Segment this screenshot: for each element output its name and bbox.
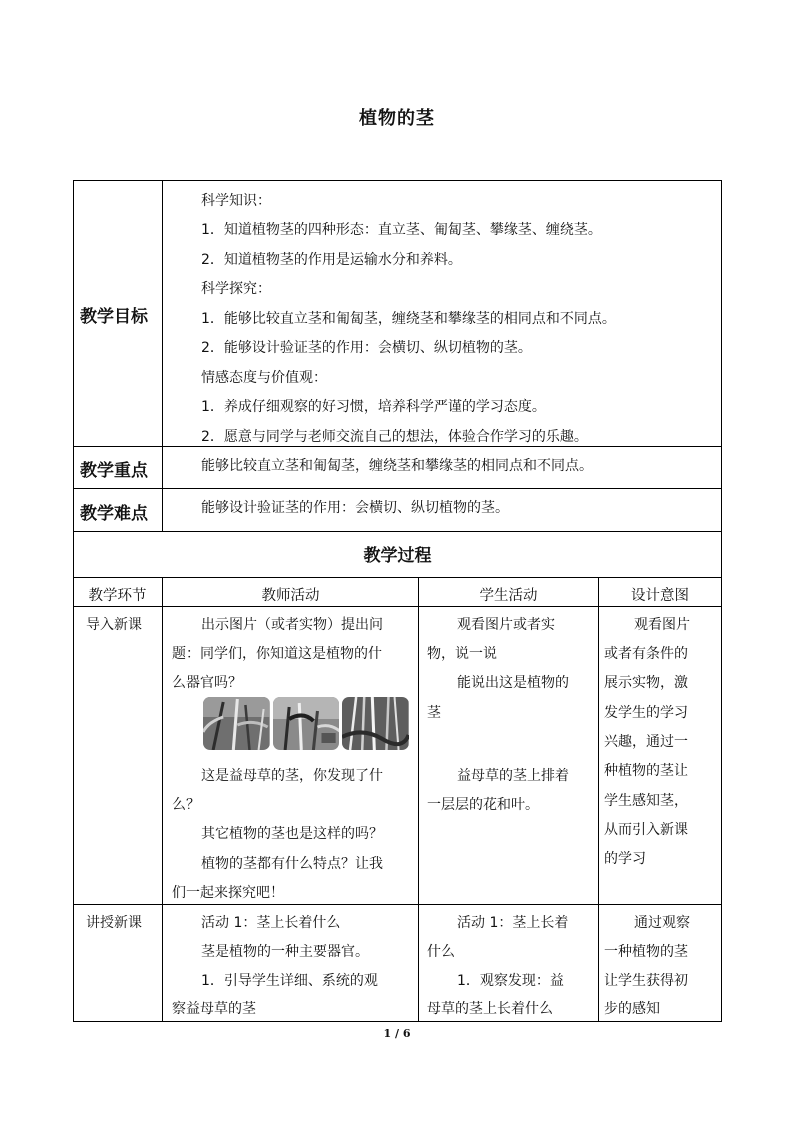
text-line: 从而引入新课 xyxy=(604,822,688,838)
objective-line: 1．能够比较直立茎和匍匐茎，缠绕茎和攀缘茎的相同点和不同点。 xyxy=(201,311,616,327)
text-line: 活动 1：茎上长着什么 xyxy=(201,915,341,931)
text-line: 让学生获得初 xyxy=(604,973,688,989)
objective-line: 1．养成仔细观察的好习惯，培养科学严谨的学习态度。 xyxy=(201,399,546,415)
key-point-label: 教学重点 xyxy=(80,461,148,481)
text-line: 么器官吗？ xyxy=(172,675,242,691)
objective-line: 情感态度与价值观： xyxy=(201,370,327,386)
text-line: 1．引导学生详细、系统的观 xyxy=(201,973,378,989)
text-line: 茎 xyxy=(427,705,441,721)
text-line: 发学生的学习 xyxy=(604,705,688,721)
text-line: 么？ xyxy=(172,797,200,813)
text-line: 能说出这是植物的 xyxy=(457,675,569,691)
text-line: 物，说一说 xyxy=(427,646,497,662)
text-line: 什么 xyxy=(427,944,455,960)
text-line: 的学习 xyxy=(604,851,646,867)
text-line: 一种植物的茎 xyxy=(604,944,688,960)
objective-line: 2．能够设计验证茎的作用：会横切、纵切植物的茎。 xyxy=(201,340,532,356)
text-line: 步的感知 xyxy=(604,1001,660,1017)
objective-line: 科学知识： xyxy=(201,193,271,209)
plant-photo xyxy=(203,697,270,750)
difficulty-label: 教学难点 xyxy=(80,504,148,524)
text-line: 观看图片或者实 xyxy=(457,617,555,633)
key-point-text: 能够比较直立茎和匍匐茎，缠绕茎和攀缘茎的相同点和不同点。 xyxy=(201,458,593,474)
page-indicator: 1 / 6 xyxy=(383,1027,411,1040)
objective-line: 2．愿意与同学与老师交流自己的想法，体验合作学习的乐趣。 xyxy=(201,429,588,445)
objective-line: 科学探究： xyxy=(201,281,271,297)
text-line: 兴趣，通过一 xyxy=(604,734,688,750)
plant-photo xyxy=(342,697,409,750)
text-line: 母草的茎上长着什么 xyxy=(427,1001,553,1017)
header-stage: 教学环节 xyxy=(88,588,147,604)
text-line: 出示图片（或者实物）提出问 xyxy=(201,617,383,633)
text-line: 茎是植物的一种主要器官。 xyxy=(201,944,369,960)
text-line: 通过观察 xyxy=(634,915,690,931)
text-line: 学生感知茎， xyxy=(604,793,688,809)
plant-stem-photos xyxy=(203,697,409,750)
text-line: 观看图片 xyxy=(634,617,690,633)
objective-line: 2．知道植物茎的作用是运输水分和养料。 xyxy=(201,252,462,268)
text-line: 一层层的花和叶。 xyxy=(427,797,539,813)
text-line: 种植物的茎让 xyxy=(604,763,688,779)
process-title: 教学过程 xyxy=(363,546,432,566)
text-line: 其它植物的茎也是这样的吗？ xyxy=(201,826,383,842)
text-line: 这是益母草的茎，你发现了什 xyxy=(201,768,383,784)
text-line: 们一起来探究吧！ xyxy=(172,885,284,901)
stage-label: 讲授新课 xyxy=(86,915,142,931)
objective-line: 1．知道植物茎的四种形态：直立茎、匍匐茎、攀缘茎、缠绕茎。 xyxy=(201,222,602,238)
text-line: 1．观察发现：益 xyxy=(457,973,564,989)
difficulty-text: 能够设计验证茎的作用：会横切、纵切植物的茎。 xyxy=(201,500,509,516)
text-line: 题：同学们，你知道这是植物的什 xyxy=(172,646,382,662)
text-line: 察益母草的茎 xyxy=(172,1001,256,1017)
text-line: 益母草的茎上排着 xyxy=(457,768,569,784)
text-line: 活动 1：茎上长着 xyxy=(457,915,569,931)
header-student: 学生活动 xyxy=(479,588,538,604)
header-teacher: 教师活动 xyxy=(261,588,320,604)
objectives-label: 教学目标 xyxy=(80,307,148,327)
plant-photo xyxy=(273,697,340,750)
text-line: 或者有条件的 xyxy=(604,646,688,662)
page-title: 植物的茎 xyxy=(359,108,435,129)
text-line: 植物的茎都有什么特点？让我 xyxy=(201,856,383,872)
text-line: 展示实物，激 xyxy=(604,675,688,691)
header-intent: 设计意图 xyxy=(631,588,689,604)
stage-label: 导入新课 xyxy=(86,617,142,633)
